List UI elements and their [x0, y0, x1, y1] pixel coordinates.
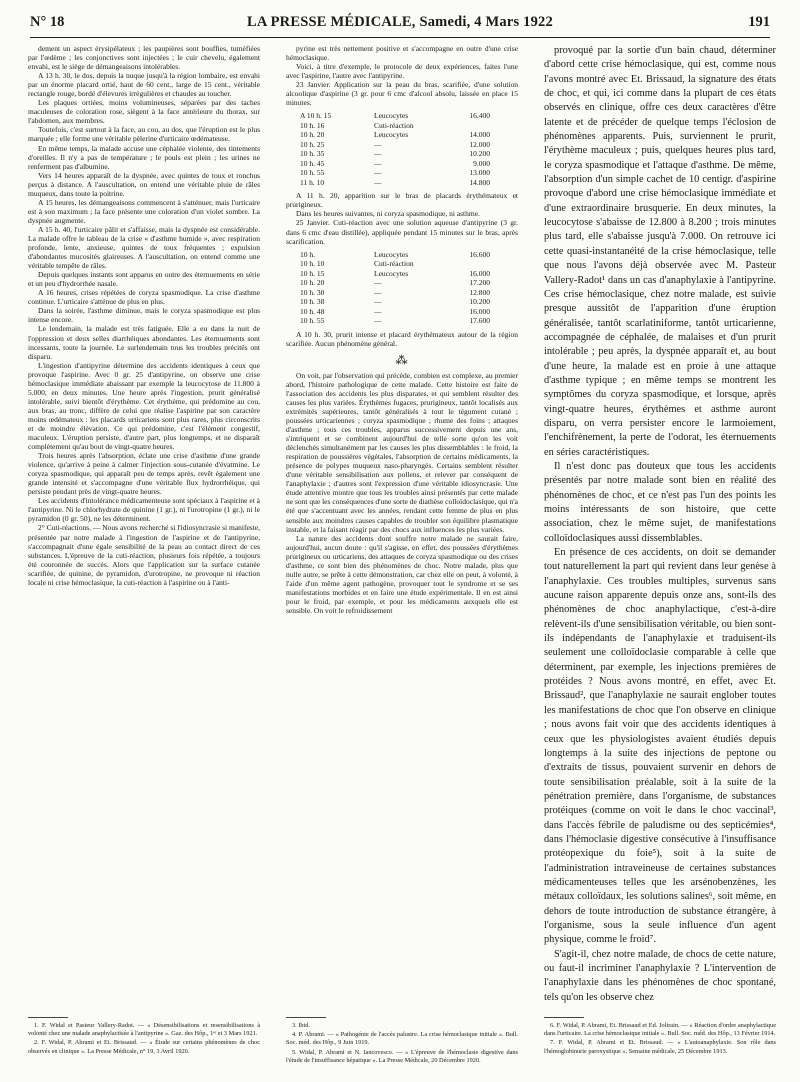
label-cell: — [374, 316, 382, 326]
footnote: 7. F. Widal, P. Abrami et Et. Brissaud. — « L'autoanaphylaxie. Son rôle dans l'hémoglobinurie paroxystique ». Semaine médicale, 25 Décembre 1913. [544, 1039, 776, 1055]
paragraph: A 11 h. 20, apparition sur le bras de placards érythémateux et prurigineux. [286, 191, 518, 210]
table-row [300, 278, 494, 288]
paragraph: pyrine est très nettement positive et s'accompagne en outre d'une crise hémoclasique. [286, 44, 518, 63]
journal-title: LA PRESSE MÉDICALE, Samedi, 4 Mars 1922 [247, 14, 553, 30]
time-cell: 10 h. 35 [300, 149, 325, 159]
paragraph: Il n'est donc pas douteux que tous les accidents présentés par notre malade sont bien en réalité des phénomènes de choc, et ce n'est pas l'un des points les moins intéressants de son histoire, que cette association, chez le même sujet, de manifestations colloïdoclasiques aussi dissemblables. [544, 460, 776, 544]
paragraph: Les plaques ortiées, moins volumineuses, séparées par des taches maculeuses de coloration rose, siègent à la face antérieure du thorax, sur l'abdomen, aux membres. [28, 98, 260, 126]
count-cell: 17.600 [469, 316, 490, 326]
column-2 [286, 44, 518, 1014]
paragraph: A 15 heures, les démangeaisons commencent à s'atténuer, mais l'urticaire est à son maximum ; la face présente une coloration d'un violet sombre. La dyspnée augmente. [28, 197, 260, 225]
label-cell: — [374, 149, 382, 159]
label-cell: — [374, 287, 382, 297]
count-cell: 14.800 [469, 177, 490, 187]
time-cell: 11 h. 10 [300, 177, 325, 187]
footnote-rule [286, 1017, 326, 1018]
footnotes-column-2 [286, 1022, 518, 1080]
footnotes-column-3 [544, 1022, 776, 1080]
count-cell: 16.600 [469, 249, 490, 259]
time-cell: 10 h. 20 [300, 278, 325, 288]
paragraph: L'ingestion d'antipyrine détermine des accidents identiques à ceux que provoque l'aspirine. Avec 0 gr. 25 d'antipyrine, on observe une crise hémoclasique immédiate abaissant par exemple la leucocytose de 11.800 à 5.000, en deux minutes. Une heure après l'ingestion, prurit généralisé intolérable, suivi bientôt d'érythème. Cet érythème, qui prédomine au cou, aux bras, au tronc, diffère de celui que réalise l'aspirine par son caractère moins œdémateux : les placards urticariens sont plus rares, plus circonscrits et de moindre élévation. Ce qui prédomine, c'est l'élément congestif, maculeux. L'éruption persiste, d'autre part, plus longtemps, et ne disparaît complètement qu'au bout de vingt-quatre heures. [28, 360, 260, 452]
table-row [300, 269, 494, 279]
paragraph: Les accidents d'intolérance médicamenteuse sont spéciaux à l'aspirine et à l'antipyrine. Ni le chlorhydrate de quinine (1 gr.), ni l'urotropine (1 gr.), ni le pyramidon (0 gr. 50), ne les déterminent. [28, 496, 260, 524]
paragraph: Le lendemain, la malade est très fatiguée. Elle a eu dans la nuit de l'oppression et deux selles diarrhéiques abondantes. Les éternuements sont incessants, toute la journée. Le surlendemain tous les troubles précités ont disparu. [28, 324, 260, 361]
footnote: 2. F. Widal, P. Abrami et Et. Brissaud. — « Étude sur certains phénomènes de choc observés en clinique ». La Presse Médicale, n° 19, 3 Avril 1920. [28, 1039, 260, 1055]
time-cell: 10 h. 30 [300, 287, 325, 297]
footnote: 4. P. Abrami. — « Pathogénie de l'accès palustre. La crise hémoclasique initiale ». Bull. Soc. méd. des Hôp., 9 Juin 1919. [286, 1031, 518, 1047]
count-cell: 17.200 [469, 278, 490, 288]
paragraph: 2° Cuti-réactions. — Nous avons recherché si l'idiosyncrasie si manifeste, présentée par notre malade à l'ingestion de l'aspirine et de l'antipyrine, s'accompagnait d'une égale sensibilité de la peau au contact direct de ces substances. L'épreuve de la cuti-réaction, plusieurs fois répétée, a toujours été couronnée de succès. Alors que l'application sur la surface cutanée scarifiée, de quinine, de pyramidon, d'urotropine, ne provoque ni réaction locale ni crise hémoclasique, la cuti-réaction à l'aspirine ou à l'anti- [28, 523, 260, 587]
paragraph: En présence de ces accidents, on doit se demander tout naturellement la part qui revient dans leur genèse à l'anaphylaxie. Ces troubles multiples, survenus sans aucune raison apparente depuis onze ans, sont-ils des phénomènes de choc anaphylactique, c'est-à-dire relèvent-ils d'une sensibilisation véritable, ou bien sont-ils indépendants de l'anaphylaxie et traduisent-ils seulement une colloïdoclasie comparable à celle que déterminent, par exemple, les injections premières de protéides ? Nous avons montré, en effet, avec Et. Brissaud², que l'anaphylaxie ne saurait englober toutes les manifestations de choc que l'on observe en clinique ; nous avons fait voir que des accidents identiques à ceux que les physiologistes avaient étudiés depuis longtemps à la suite des injections de peptone ou d'extraits de tissus, pouvaient survenir en dehors de toute sensibilisation préalable, soit à la suite de la pénétration première, dans l'organisme, de substances protéiques (comme on voit le dans le choc vaccinal³, dans l'accès fébrile de paludisme ou des septicémies⁴, dans l'hémoclasie digestive consécutive à l'insuffisance protéopexique du foie⁵), soit à la suite de l'administration intraveineuse de certaines substances médicamenteuses telles que les arsénobenzènes, les métaux colloïdaux, les solutions salines⁶, soit même, en dehors de toute introduction de substance étrangère, à l'organisme, sous la seule influence d'un agent physique, comme le froid⁷. [544, 547, 776, 946]
count-cell: 14.000 [469, 130, 490, 140]
time-cell: A 10 h. 15 [300, 111, 332, 121]
paragraph: A 10 h. 30, prurit intense et placard érythémateux autour de la région scarifiée. Aucun phénomène général. [286, 329, 518, 348]
paragraph: Depuis quelques instants sont apparus en outre des éternuements en série et un peu d'hydrorrhée nasale. [28, 270, 260, 289]
count-cell: 13.000 [469, 168, 490, 178]
paragraph: provoqué par la sortie d'un bain chaud, déterminer d'abord cette crise hémoclasique, qui est, comme nous l'avons montré avec Et. Brissaud, la signature des états de choc, et qui, ici comme dans la plupart de ces états observés en clinique, offre ces deux caractères d'être latente et de précéder de quelque temps l'éclosion de phénomènes apparents. Puis, surviennent le prurit, l'érythème maculeux ; puis, quelques heures plus tard, le coryza spasmodique et l'attaque d'asthme. De même, l'absorption d'un simple cachet de 10 centigr. d'aspirine provoque d'abord une crise hémoclasique immédiate et d'une extraordinaire brusquerie. En deux minutes, la leucocytose s'abaisse de 12.800 à 8.200 ; trois minutes plus tard, elle s'abaisse jusqu'à 7.000. On retrouve ici cette quasi-instantanéité de la crise hémoclasique, telle que nous l'avons déjà observée avec M. Pasteur Vallery-Radot¹ dans un cas d'anaphylaxie à l'antipyrine. Ces crise hémoclasique, chez notre malade, est suivie presque aussitôt de l'apparition d'une éruption généralisée, tantôt scarlatiniforme, tantôt urticarienne, accompagnée de céphalée, de malaises et d'un prurit intolérable ; peu après, la dyspnée apparaît et, au bout d'une heure, la malade est en proie à une attaque d'asthme typique ; en même temps se montrent les symptômes du coryza spasmodique, et lorsque, après vingt-quatre heures, érythèmes et asthme auront disparu, on verra persister encore le larmoiement, l'enchifrènement, la perte de l'odorat, les éternuements en séries caractéristiques. [544, 45, 776, 458]
table-row [300, 259, 494, 269]
footnote: 6. F. Widal, P. Abrami, Et. Brissaud et Ed. Joltrain. — « Réaction d'ordre anaphylactique dans l'urticaire. La crise hémoclasique initiale ». Bull. Soc. méd. des Hôp., 13 Février 1914. [544, 1022, 776, 1038]
count-cell: 9.000 [473, 158, 490, 168]
table-row [300, 121, 494, 131]
time-cell: 10 h. 38 [300, 297, 325, 307]
paragraph: En même temps, la malade accuse une céphalée violente, des tintements d'oreilles. Il n'y a pas de température ; le pouls est plein ; les urines ne renferment pas d'albumine. [28, 143, 260, 171]
table-row [300, 178, 494, 188]
table-row [300, 140, 494, 150]
column-3 [544, 44, 776, 1014]
paragraph: A 15 h. 40, l'urticaire pâlit et s'affaisse, mais la dyspnée est considérable. La malade offre le tableau de la crise « d'asthme humide », avec respiration profonde, lente, anxieuse, quintes de toux fréquentes ; expulsion d'abondantes mucosités glaireuses. A l'auscultation, on entend comme une véritable tempête de râles. [28, 224, 260, 271]
count-cell: 16.000 [469, 306, 490, 316]
count-cell: 10.200 [469, 149, 490, 159]
paragraph: dement un aspect érysipélateux ; les paupières sont bouffies, tuméfiées par l'œdème ; les conjonctives sont injectées ; le cuir chevelu, également envahi, est le siège de démangeaisons intolérables. [28, 44, 260, 72]
time-cell: 10 h. 15 [300, 268, 325, 278]
paragraph: A 13 h. 30, le dos, depuis la nuque jusqu'à la région lombaire, est envahi par un énorme placard ortié, haut de 60 cent., large de 15 cent., véritable rectangle rouge, bordé d'élevures irrégulières et chaudes au toucher. [28, 71, 260, 99]
aspirin-experiment-table [300, 111, 494, 187]
column-1 [28, 44, 260, 1014]
paragraph: Vers 14 heures apparaît de la dyspnée, avec quintes de toux et ronchus perçus à distance. A l'auscultation, on entend une véritable pluie de râles muqueux, dans toute la poitrine. [28, 170, 260, 198]
time-cell: 10 h. 55 [300, 316, 325, 326]
time-cell: 10 h. 10 [300, 259, 325, 269]
issue-number: N° 18 [30, 14, 65, 30]
time-cell: 10 h. 25 [300, 139, 325, 149]
footnote-rule [544, 1017, 584, 1018]
label-cell: — [374, 306, 382, 316]
paragraph: On voit, par l'observation qui précède, combien est complexe, au premier abord, l'histoire pathologique de cette malade. Cette histoire est faite de l'association des accidents les plus disparates, et qui semblent résulter des causes les plus variées. Érythèmes fugaces, prurigineux, tantôt localisés aux extrémités supérieures, tantôt généralisés à tout le tégument cutané ; poussées urticariennes ; coryza spasmodique ; rhume des foins ; attaques d'asthme ; tous ces troubles, apparus successivement depuis une ans, s'intriquent et se combinent aujourd'hui de telle sorte qu'on les voit déclenchés simultanément par les causes les plus dissemblables : le froid, la respiration de poussières végétales, l'absorption de certains médicaments, la présence de polypes muqueux naso-pharyngés. Certains semblent résulter d'une véritable sensibilisation aux pollens, et relever par conséquent de l'anaphylaxie ; d'autres sont l'expression d'une véritable idiosyncrasie. Une étude attentive montre que tous les troubles ainsi présentés par cette malade ne sont que les conséquences d'une sorte de diathèse colloïdoclasique, qui n'a été que s'accentuant avec les années, rendant cette femme de plus en plus sensible aux moindres causes capables de troubler son équilibre plasmatique instable, et la faisant réagir par des chocs aux influences les plus variées. [286, 370, 518, 534]
paragraph: S'agit-il, chez notre malade, de chocs de cette nature, ou faut-il incriminer l'anaphylaxie ? L'intervention de l'anaphylaxie dans les phénomènes de choc spontané, tels qu'on les observe chez [544, 948, 776, 1003]
label-cell: Cuti-réaction [374, 120, 414, 130]
count-cell [446, 259, 494, 269]
section-separator-stars: ⁂ [395, 352, 409, 367]
paragraph: 23 Janvier. Application sur la peau du bras, scarifiée, d'une solution alcoolique d'aspirine (3 gr. pour 6 cmc d'alcool absolu, laissée en place 15 minutes. [286, 80, 518, 108]
label-cell: — [374, 168, 382, 178]
label-cell: — [374, 139, 382, 149]
count-cell: 16.400 [469, 111, 490, 121]
table-row [300, 316, 494, 326]
footnote-rule [28, 1017, 68, 1018]
paragraph: Trois heures après l'absorption, éclate une crise d'asthme d'une grande violence, qu'arrive à peine à calmer l'injection sous-cutanée d'évatmine. Le coryza spasmodique, qui apparaît peu de temps après, revêt également une grande intensité et s'accompagne d'une véritable flux hydrorrhéique, qui persiste pendant près de vingt-quatre heures. [28, 451, 260, 497]
table-row [300, 288, 494, 298]
time-cell: 10 h. 16 [300, 120, 325, 130]
header-rule [30, 37, 770, 38]
table-row [300, 307, 494, 317]
page-number: 191 [748, 14, 770, 30]
paragraph: A 16 heures, crises répétées de coryza spasmodique. La crise d'asthme continue. L'urticaire s'atténue de plus en plus. [28, 288, 260, 307]
count-cell: 12.800 [469, 287, 490, 297]
label-cell: — [374, 278, 382, 288]
label-cell: Leucocytes [374, 249, 409, 259]
paragraph: Dans les heures suivantes, ni coryza spasmodique, ni asthme. [296, 209, 480, 219]
paragraph: Toutefois, c'est surtout à la face, au cou, au dos, que l'éruption est le plus marquée ; elle forme une véritable pèlerine d'urticaire œdémateuse. [28, 125, 260, 144]
footnote: 3. Ibid. [292, 1022, 311, 1029]
footnote: 5. Widal, P. Abrami et N. Iancovesco. — « L'épreuve de l'hémoclasie digestive dans l'étude de l'insuffisance hépatique ». La Presse Médicale, 20 Décembre 1920. [286, 1048, 518, 1064]
footnotes-column-1 [28, 1022, 260, 1080]
table-row [300, 168, 494, 178]
time-cell: 10 h. 45 [300, 158, 325, 168]
label-cell: Leucocytes [374, 130, 409, 140]
table-row [300, 250, 494, 260]
label-cell: — [374, 297, 382, 307]
table-row [300, 130, 494, 140]
table-row [300, 297, 494, 307]
paragraph: 25 Janvier. Cuti-réaction avec une solution aqueuse d'antipyrine (3 gr. dans 6 cmc d'eau distillée), appliquée pendant 15 minutes sur le bras, après scarification. [286, 218, 518, 246]
label-cell: Leucocytes [374, 268, 409, 278]
table-row [300, 159, 494, 169]
count-cell: 10.200 [469, 297, 490, 307]
paragraph: La nature des accidents dont souffre notre malade ne saurait faire, aujourd'hui, aucun doute : qu'il s'agisse, en effet, des poussées d'érythèmes prurigineux ou urticariens, des attaques de coryza spasmodique ou des crises d'asthme, ce sont bien des phénomènes de choc. Notre malade, plus que nulle autre, se prête à cette démonstration, car chez elle on peut, à volonté, à l'aide d'un même agent pathogène, provoquer tout le syndrome et se ses manifestations morbides et en faire une étude expérimentale. Il en est ainsi pour le froid, par exemple, et pour les médicaments auxquels elle est sensible. On voit le refroidissement [286, 533, 518, 615]
antipyrine-experiment-table [300, 250, 494, 326]
count-cell: 16.000 [469, 268, 490, 278]
count-cell: 12.000 [469, 139, 490, 149]
label-cell: — [374, 158, 382, 168]
paragraph: Dans la soirée, l'asthme diminue, mais le coryza spasmodique est plus intense encore. [28, 306, 260, 325]
time-cell: 10 h. 20 [300, 130, 325, 140]
time-cell: 10 h. [300, 249, 315, 259]
footnote: 1. F. Widal et Pasteur Vallery-Radot. — « Désensibilisations et resensibilisations à volonté chez une malade anaphylactisée à l'antipyrine ». Gaz. des Hôp., 1ᵉʳ et 3 Mars 1921. [28, 1022, 260, 1038]
label-cell: Cuti-réaction [374, 259, 414, 269]
label-cell: Leucocytes [374, 111, 409, 121]
label-cell: — [374, 177, 382, 187]
count-cell [446, 121, 494, 131]
paragraph: Voici, à titre d'exemple, le protocole de deux expériences, faites l'une avec l'aspirine, l'autre avec l'antipyrine. [286, 62, 518, 81]
table-row [300, 111, 494, 121]
time-cell: 10 h. 48 [300, 306, 325, 316]
page-header [30, 14, 770, 36]
time-cell: 10 h. 55 [300, 168, 325, 178]
table-row [300, 149, 494, 159]
